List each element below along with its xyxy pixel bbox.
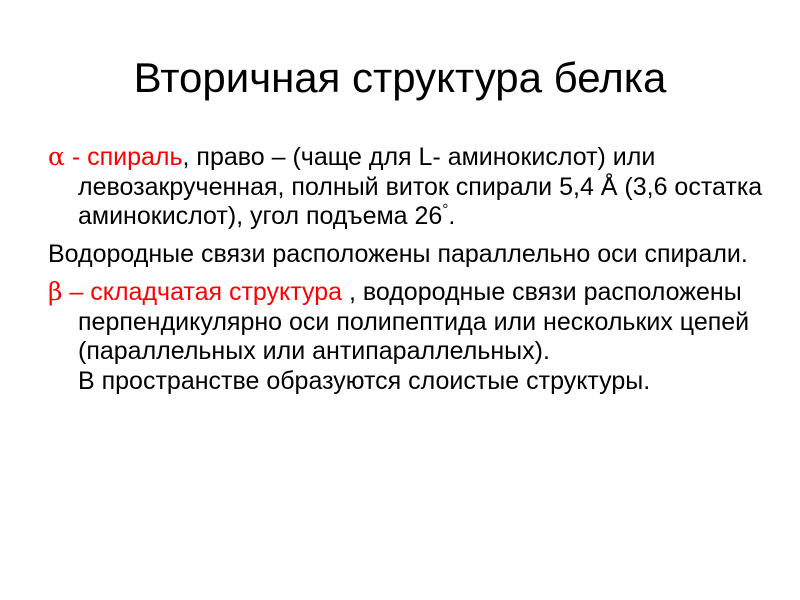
beta-term: – складчатая структура bbox=[62, 278, 343, 306]
alpha-symbol: α bbox=[48, 142, 65, 171]
slide-body bbox=[48, 142, 768, 404]
alpha-helix-paragraph bbox=[48, 142, 768, 232]
alpha-end: . bbox=[448, 202, 456, 230]
slide-title: Вторичная структура белка bbox=[133, 54, 667, 101]
beta-symbol: β bbox=[48, 277, 63, 306]
beta-description: , водородные связи расположены перпендикулярно оси полипептида или нескольких цепей (параллельных или антипараллельных). bbox=[78, 278, 750, 365]
beta-sheet-paragraph bbox=[48, 277, 768, 396]
alpha-description: , право – (чаще для L- аминокислот) или левозакрученная, полный виток спирали 5,4 Å (3,6 остатка аминокислот), угол подъема 26 bbox=[78, 143, 763, 230]
alpha-term: - спираль bbox=[64, 143, 183, 171]
beta-layered-structures: В пространстве образуются слоистые структуры. bbox=[78, 366, 651, 395]
hydrogen-bonds-paragraph: Водородные связи расположены параллельно оси спирали. bbox=[48, 239, 748, 268]
degree-sign: ° bbox=[442, 201, 449, 218]
